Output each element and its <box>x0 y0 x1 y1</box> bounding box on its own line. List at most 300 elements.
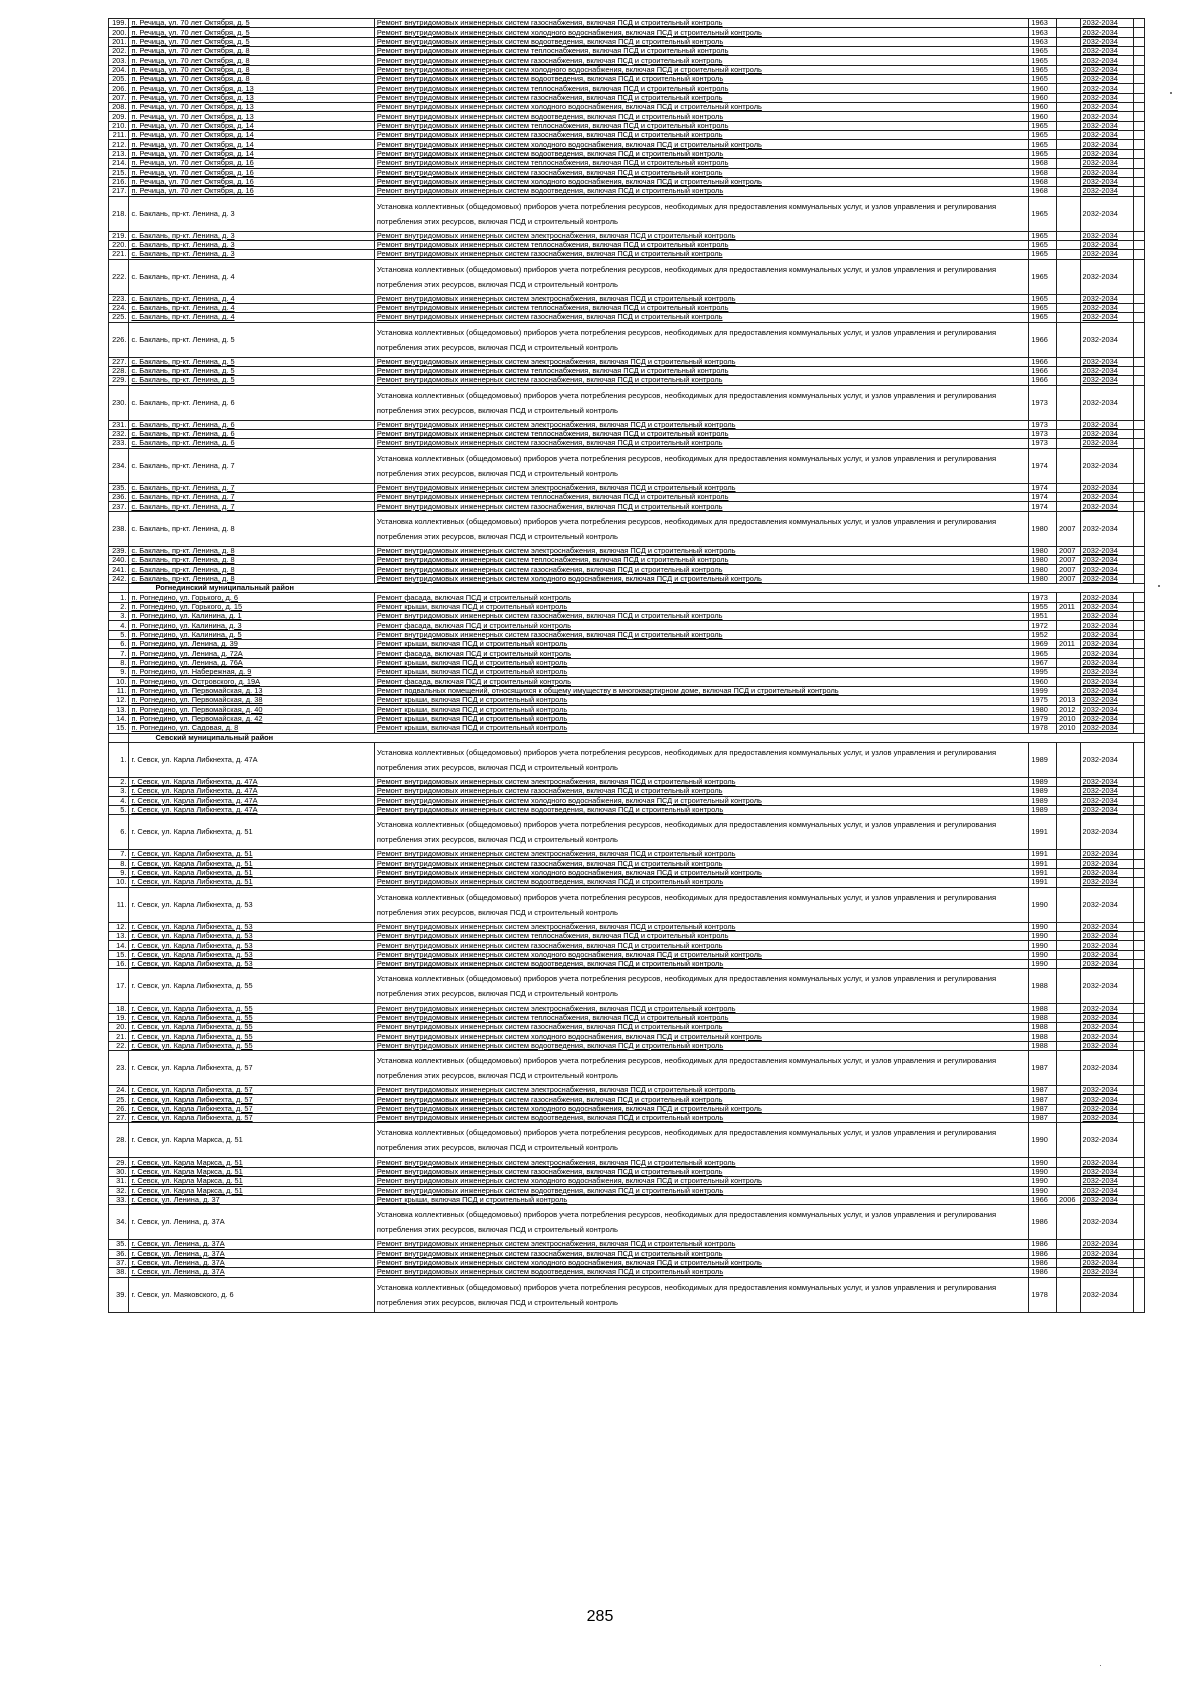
build-year-cell: 1980 <box>1029 574 1057 583</box>
row-number: 9. <box>109 668 129 677</box>
row-number: 216. <box>109 177 129 186</box>
table-row <box>109 294 1145 303</box>
row-number: 201. <box>109 37 129 46</box>
address-cell: г. Севск, ул. Карла Маркса, д. 51 <box>129 1123 374 1158</box>
row-number: 224. <box>109 303 129 312</box>
address-cell: п. Речица, ул. 70 лет Октября, д. 8 <box>129 75 374 84</box>
row-number: 5. <box>109 805 129 814</box>
address-cell: п. Речица, ул. 70 лет Октября, д. 14 <box>129 131 374 140</box>
planned-period-cell: 2032-2034 <box>1080 1258 1133 1267</box>
build-year-cell: 1987 <box>1029 1104 1057 1113</box>
build-year-cell: 1991 <box>1029 859 1057 868</box>
row-number: 20. <box>109 1023 129 1032</box>
planned-period-cell: 2032-2034 <box>1080 1013 1133 1022</box>
table-row <box>109 140 1145 149</box>
build-year-cell: 1980 <box>1029 565 1057 574</box>
build-year-cell: 1965 <box>1029 240 1057 249</box>
extra-cell <box>1133 850 1144 859</box>
table-row <box>109 47 1145 56</box>
work-type-cell: Ремонт внутридомовых инженерных систем водоотведения, включая ПСД и строительный контроль <box>374 112 1029 121</box>
overhaul-year-cell: 2007 <box>1057 546 1081 555</box>
extra-cell <box>1133 37 1144 46</box>
overhaul-year-cell <box>1057 621 1081 630</box>
work-type-cell: Ремонт внутридомовых инженерных систем газоснабжения, включая ПСД и строительный контроль <box>374 787 1029 796</box>
row-number: 203. <box>109 56 129 65</box>
overhaul-year-cell <box>1057 177 1081 186</box>
address-cell: г. Севск, ул. Карла Либкнехта, д. 53 <box>129 887 374 922</box>
planned-period-cell: 2032-2034 <box>1080 658 1133 667</box>
extra-cell <box>1133 565 1144 574</box>
overhaul-year-cell <box>1057 932 1081 941</box>
address-cell: с. Баклань, пр-кт. Ленина, д. 3 <box>129 196 374 231</box>
planned-period-cell: 2032-2034 <box>1080 250 1133 259</box>
overhaul-year-cell <box>1057 1013 1081 1022</box>
extra-cell <box>1133 668 1144 677</box>
build-year-cell: 1988 <box>1029 969 1057 1004</box>
build-year-cell: 1955 <box>1029 602 1057 611</box>
row-number: 14. <box>109 714 129 723</box>
build-year-cell: 1965 <box>1029 65 1057 74</box>
planned-period-cell: 2032-2034 <box>1080 950 1133 959</box>
row-number: 225. <box>109 313 129 322</box>
row-number: 213. <box>109 149 129 158</box>
extra-cell <box>1133 969 1144 1004</box>
row-number: 12. <box>109 696 129 705</box>
planned-period-cell: 2032-2034 <box>1080 177 1133 186</box>
row-number: 214. <box>109 159 129 168</box>
work-type-cell: Ремонт внутридомовых инженерных систем холодного водоснабжения, включая ПСД и строительный контроль <box>374 796 1029 805</box>
planned-period-cell: 2032-2034 <box>1080 612 1133 621</box>
overhaul-year-cell <box>1057 796 1081 805</box>
extra-cell <box>1133 187 1144 196</box>
table-row <box>109 502 1145 511</box>
work-type-cell: Ремонт внутридомовых инженерных систем водоотведения, включая ПСД и строительный контроль <box>374 37 1029 46</box>
overhaul-year-cell <box>1057 878 1081 887</box>
build-year-cell: 1986 <box>1029 1205 1057 1240</box>
planned-period-cell: 2032-2034 <box>1080 448 1133 483</box>
planned-period-cell: 2032-2034 <box>1080 1104 1133 1113</box>
overhaul-year-cell <box>1057 1240 1081 1249</box>
overhaul-year-cell <box>1057 868 1081 877</box>
overhaul-year-cell <box>1057 1041 1081 1050</box>
table-row <box>109 439 1145 448</box>
work-type-cell: Ремонт внутридомовых инженерных систем газоснабжения, включая ПСД и строительный контроль <box>374 19 1029 28</box>
extra-cell <box>1133 1004 1144 1013</box>
build-year-cell: 1960 <box>1029 112 1057 121</box>
work-type-cell: Установка коллективных (общедомовых) приборов учета потребления ресурсов, необходимых для предоставления коммунальных услуг, и узлов управления и регулирования потребления этих ресурсов, включая ПСД и строительный контроль <box>374 742 1029 777</box>
extra-cell <box>1133 112 1144 121</box>
row-number: 1. <box>109 742 129 777</box>
table-row <box>109 850 1145 859</box>
overhaul-year-cell <box>1057 1186 1081 1195</box>
planned-period-cell: 2032-2034 <box>1080 859 1133 868</box>
address-cell: п. Рогнедино, ул. Горького, д. 15 <box>129 602 374 611</box>
planned-period-cell: 2032-2034 <box>1080 149 1133 158</box>
planned-period-cell: 2032-2034 <box>1080 705 1133 714</box>
address-cell: с. Баклань, пр-кт. Ленина, д. 7 <box>129 502 374 511</box>
overhaul-year-cell <box>1057 1205 1081 1240</box>
planned-period-cell: 2032-2034 <box>1080 294 1133 303</box>
extra-cell <box>1133 1032 1144 1041</box>
table-row <box>109 84 1145 93</box>
extra-cell <box>1133 385 1144 420</box>
work-type-cell: Ремонт внутридомовых инженерных систем электроснабжения, включая ПСД и строительный контроль <box>374 546 1029 555</box>
build-year-cell: 1968 <box>1029 187 1057 196</box>
row-number: 6. <box>109 815 129 850</box>
planned-period-cell: 2032-2034 <box>1080 1032 1133 1041</box>
planned-period-cell: 2032-2034 <box>1080 686 1133 695</box>
overhaul-year-cell <box>1057 231 1081 240</box>
table-row <box>109 1249 1145 1258</box>
address-cell: с. Баклань, пр-кт. Ленина, д. 7 <box>129 448 374 483</box>
address-cell: г. Севск, ул. Карла Либкнехта, д. 53 <box>129 950 374 959</box>
address-cell: г. Севск, ул. Карла Либкнехта, д. 47А <box>129 796 374 805</box>
extra-cell <box>1133 1104 1144 1113</box>
overhaul-year-cell <box>1057 140 1081 149</box>
overhaul-year-cell <box>1057 668 1081 677</box>
planned-period-cell: 2032-2034 <box>1080 1123 1133 1158</box>
table-row <box>109 621 1145 630</box>
planned-period-cell: 2032-2034 <box>1080 696 1133 705</box>
address-cell: с. Баклань, пр-кт. Ленина, д. 4 <box>129 313 374 322</box>
row-number: 23. <box>109 1051 129 1086</box>
table-row <box>109 1114 1145 1123</box>
row-number: 240. <box>109 556 129 565</box>
overhaul-year-cell: 2013 <box>1057 696 1081 705</box>
work-type-cell: Ремонт внутридомовых инженерных систем холодного водоснабжения, включая ПСД и строительный контроль <box>374 103 1029 112</box>
planned-period-cell: 2032-2034 <box>1080 240 1133 249</box>
extra-cell <box>1133 574 1144 583</box>
work-type-cell: Ремонт внутридомовых инженерных систем водоотведения, включая ПСД и строительный контроль <box>374 149 1029 158</box>
table-row <box>109 131 1145 140</box>
planned-period-cell: 2032-2034 <box>1080 1095 1133 1104</box>
extra-cell <box>1133 47 1144 56</box>
planned-period-cell: 2032-2034 <box>1080 303 1133 312</box>
row-number: 32. <box>109 1186 129 1195</box>
extra-cell <box>1133 805 1144 814</box>
overhaul-year-cell <box>1057 376 1081 385</box>
build-year-cell: 1965 <box>1029 47 1057 56</box>
build-year-cell: 1988 <box>1029 1032 1057 1041</box>
address-cell: г. Севск, ул. Карла Либкнехта, д. 53 <box>129 932 374 941</box>
planned-period-cell: 2032-2034 <box>1080 429 1133 438</box>
address-cell: с. Баклань, пр-кт. Ленина, д. 8 <box>129 574 374 583</box>
work-type-cell: Ремонт внутридомовых инженерных систем теплоснабжения, включая ПСД и строительный контроль <box>374 366 1029 375</box>
extra-cell <box>1133 630 1144 639</box>
build-year-cell: 1999 <box>1029 686 1057 695</box>
extra-cell <box>1133 1158 1144 1167</box>
scan-speck <box>1158 585 1160 587</box>
table-row <box>109 1158 1145 1167</box>
planned-period-cell: 2032-2034 <box>1080 121 1133 130</box>
overhaul-year-cell <box>1057 448 1081 483</box>
row-number: 10. <box>109 878 129 887</box>
overhaul-year-cell <box>1057 502 1081 511</box>
table-row <box>109 112 1145 121</box>
work-type-cell: Ремонт внутридомовых инженерных систем холодного водоснабжения, включая ПСД и строительный контроль <box>374 140 1029 149</box>
overhaul-year-cell <box>1057 630 1081 639</box>
row-number: 226. <box>109 322 129 357</box>
work-type-cell: Ремонт внутридомовых инженерных систем холодного водоснабжения, включая ПСД и строительный контроль <box>374 1177 1029 1186</box>
table-row <box>109 357 1145 366</box>
extra-cell <box>1133 493 1144 502</box>
overhaul-year-cell <box>1057 969 1081 1004</box>
overhaul-year-cell <box>1057 121 1081 130</box>
extra-cell <box>1133 131 1144 140</box>
table-row <box>109 777 1145 786</box>
overhaul-year-cell <box>1057 887 1081 922</box>
work-type-cell: Ремонт внутридомовых инженерных систем водоотведения, включая ПСД и строительный контроль <box>374 960 1029 969</box>
extra-cell <box>1133 649 1144 658</box>
address-cell: п. Рогнедино, ул. Набережная, д. 9 <box>129 668 374 677</box>
build-year-cell: 1965 <box>1029 196 1057 231</box>
work-type-cell: Ремонт внутридомовых инженерных систем холодного водоснабжения, включая ПСД и строительный контроль <box>374 1104 1029 1113</box>
address-cell: г. Севск, ул. Карла Маркса, д. 51 <box>129 1186 374 1195</box>
build-year-cell: 1966 <box>1029 366 1057 375</box>
planned-period-cell: 2032-2034 <box>1080 960 1133 969</box>
work-type-cell: Ремонт внутридомовых инженерных систем газоснабжения, включая ПСД и строительный контроль <box>374 56 1029 65</box>
overhaul-year-cell: 2011 <box>1057 602 1081 611</box>
work-type-cell: Ремонт внутридомовых инженерных систем электроснабжения, включая ПСД и строительный контроль <box>374 420 1029 429</box>
work-type-cell: Ремонт внутридомовых инженерных систем электроснабжения, включая ПСД и строительный контроль <box>374 1158 1029 1167</box>
table-row <box>109 196 1145 231</box>
extra-cell <box>1133 1041 1144 1050</box>
table-row <box>109 75 1145 84</box>
planned-period-cell: 2032-2034 <box>1080 724 1133 733</box>
work-type-cell: Ремонт внутридомовых инженерных систем газоснабжения, включая ПСД и строительный контроль <box>374 93 1029 102</box>
table-row <box>109 960 1145 969</box>
extra-cell <box>1133 483 1144 492</box>
section-title: Рогнединский муниципальный район <box>129 584 1145 593</box>
extra-cell <box>1133 84 1144 93</box>
planned-period-cell: 2032-2034 <box>1080 493 1133 502</box>
overhaul-year-cell: 2010 <box>1057 714 1081 723</box>
overhaul-year-cell: 2007 <box>1057 556 1081 565</box>
row-number: 14. <box>109 941 129 950</box>
address-cell: г. Севск, ул. Ленина, д. 37А <box>129 1249 374 1258</box>
work-type-cell: Ремонт внутридомовых инженерных систем газоснабжения, включая ПСД и строительный контроль <box>374 439 1029 448</box>
table-row <box>109 705 1145 714</box>
extra-cell <box>1133 602 1144 611</box>
planned-period-cell: 2032-2034 <box>1080 565 1133 574</box>
extra-cell <box>1133 140 1144 149</box>
row-number: 234. <box>109 448 129 483</box>
address-cell: г. Севск, ул. Карла Маркса, д. 51 <box>129 1167 374 1176</box>
build-year-cell: 1965 <box>1029 56 1057 65</box>
build-year-cell: 1979 <box>1029 714 1057 723</box>
table-row <box>109 385 1145 420</box>
row-number: 241. <box>109 565 129 574</box>
address-cell: п. Речица, ул. 70 лет Октября, д. 13 <box>129 84 374 93</box>
work-type-cell: Ремонт подвальных помещений, относящихся к общему имуществу в многоквартирном доме, включая ПСД и строительный контроль <box>374 686 1029 695</box>
build-year-cell: 1952 <box>1029 630 1057 639</box>
row-number: 18. <box>109 1004 129 1013</box>
address-cell: п. Речица, ул. 70 лет Октября, д. 13 <box>129 103 374 112</box>
work-type-cell: Ремонт внутридомовых инженерных систем газоснабжения, включая ПСД и строительный контроль <box>374 313 1029 322</box>
table-row <box>109 493 1145 502</box>
build-year-cell: 1980 <box>1029 556 1057 565</box>
extra-cell <box>1133 1051 1144 1086</box>
row-number: 208. <box>109 103 129 112</box>
extra-cell <box>1133 511 1144 546</box>
extra-cell <box>1133 1277 1144 1312</box>
build-year-cell: 1968 <box>1029 177 1057 186</box>
planned-period-cell: 2032-2034 <box>1080 1167 1133 1176</box>
build-year-cell: 1960 <box>1029 677 1057 686</box>
overhaul-year-cell <box>1057 493 1081 502</box>
planned-period-cell: 2032-2034 <box>1080 1186 1133 1195</box>
build-year-cell: 1986 <box>1029 1258 1057 1267</box>
table-row <box>109 231 1145 240</box>
overhaul-year-cell <box>1057 196 1081 231</box>
extra-cell <box>1133 65 1144 74</box>
planned-period-cell: 2032-2034 <box>1080 140 1133 149</box>
overhaul-year-cell <box>1057 1095 1081 1104</box>
table-row <box>109 805 1145 814</box>
work-type-cell: Ремонт внутридомовых инженерных систем газоснабжения, включая ПСД и строительный контроль <box>374 630 1029 639</box>
extra-cell <box>1133 1240 1144 1249</box>
build-year-cell: 1969 <box>1029 640 1057 649</box>
extra-cell <box>1133 887 1144 922</box>
row-number: 207. <box>109 93 129 102</box>
table-row <box>109 1205 1145 1240</box>
overhaul-year-cell <box>1057 47 1081 56</box>
overhaul-year-cell <box>1057 303 1081 312</box>
row-number: 28. <box>109 1123 129 1158</box>
extra-cell <box>1133 696 1144 705</box>
planned-period-cell: 2032-2034 <box>1080 1249 1133 1258</box>
address-cell: п. Речица, ул. 70 лет Октября, д. 5 <box>129 19 374 28</box>
work-type-cell: Ремонт крыши, включая ПСД и строительный контроль <box>374 705 1029 714</box>
address-cell: п. Рогнедино, ул. Ленина, д. 76А <box>129 658 374 667</box>
build-year-cell: 1987 <box>1029 1051 1057 1086</box>
extra-cell <box>1133 103 1144 112</box>
work-type-cell: Ремонт внутридомовых инженерных систем газоснабжения, включая ПСД и строительный контроль <box>374 859 1029 868</box>
extra-cell <box>1133 556 1144 565</box>
work-type-cell: Ремонт внутридомовых инженерных систем электроснабжения, включая ПСД и строительный контроль <box>374 1240 1029 1249</box>
build-year-cell: 1987 <box>1029 1114 1057 1123</box>
work-type-cell: Ремонт внутридомовых инженерных систем теплоснабжения, включая ПСД и строительный контроль <box>374 159 1029 168</box>
extra-cell <box>1133 705 1144 714</box>
row-number: 235. <box>109 483 129 492</box>
work-type-cell: Ремонт внутридомовых инженерных систем газоснабжения, включая ПСД и строительный контроль <box>374 941 1029 950</box>
build-year-cell: 1987 <box>1029 1095 1057 1104</box>
row-number: 16. <box>109 960 129 969</box>
work-type-cell: Ремонт внутридомовых инженерных систем холодного водоснабжения, включая ПСД и строительный контроль <box>374 28 1029 37</box>
build-year-cell: 1965 <box>1029 303 1057 312</box>
overhaul-year-cell <box>1057 439 1081 448</box>
table-row <box>109 1013 1145 1022</box>
address-cell: г. Севск, ул. Карла Либкнехта, д. 47А <box>129 787 374 796</box>
planned-period-cell: 2032-2034 <box>1080 742 1133 777</box>
planned-period-cell: 2032-2034 <box>1080 159 1133 168</box>
address-cell: с. Баклань, пр-кт. Ленина, д. 3 <box>129 240 374 249</box>
table-row <box>109 565 1145 574</box>
address-cell: с. Баклань, пр-кт. Ленина, д. 5 <box>129 322 374 357</box>
planned-period-cell: 2032-2034 <box>1080 969 1133 1004</box>
extra-cell <box>1133 677 1144 686</box>
table-row <box>109 677 1145 686</box>
overhaul-year-cell <box>1057 37 1081 46</box>
work-type-cell: Ремонт фасада, включая ПСД и строительный контроль <box>374 621 1029 630</box>
planned-period-cell: 2032-2034 <box>1080 922 1133 931</box>
table-row <box>109 121 1145 130</box>
overhaul-year-cell <box>1057 1114 1081 1123</box>
row-number: 210. <box>109 121 129 130</box>
extra-cell <box>1133 1258 1144 1267</box>
planned-period-cell: 2032-2034 <box>1080 187 1133 196</box>
overhaul-year-cell <box>1057 250 1081 259</box>
build-year-cell: 1980 <box>1029 705 1057 714</box>
build-year-cell: 1965 <box>1029 294 1057 303</box>
extra-cell <box>1133 878 1144 887</box>
planned-period-cell: 2032-2034 <box>1080 668 1133 677</box>
overhaul-year-cell <box>1057 649 1081 658</box>
scan-speck <box>1170 92 1172 94</box>
row-number: 227. <box>109 357 129 366</box>
planned-period-cell: 2032-2034 <box>1080 37 1133 46</box>
build-year-cell: 1978 <box>1029 1277 1057 1312</box>
extra-cell <box>1133 941 1144 950</box>
build-year-cell: 1974 <box>1029 448 1057 483</box>
overhaul-year-cell <box>1057 112 1081 121</box>
section-header-row <box>109 584 1145 593</box>
build-year-cell: 1987 <box>1029 1086 1057 1095</box>
build-year-cell: 1973 <box>1029 593 1057 602</box>
table-row <box>109 168 1145 177</box>
extra-cell <box>1133 149 1144 158</box>
table-row <box>109 366 1145 375</box>
extra-cell <box>1133 177 1144 186</box>
row-number: 2. <box>109 602 129 611</box>
build-year-cell: 1990 <box>1029 1123 1057 1158</box>
row-number: 211. <box>109 131 129 140</box>
row-number: 33. <box>109 1195 129 1204</box>
extra-cell <box>1133 19 1144 28</box>
work-type-cell: Ремонт внутридомовых инженерных систем теплоснабжения, включая ПСД и строительный контроль <box>374 493 1029 502</box>
address-cell: п. Речица, ул. 70 лет Октября, д. 16 <box>129 187 374 196</box>
build-year-cell: 1975 <box>1029 696 1057 705</box>
row-number: 35. <box>109 1240 129 1249</box>
address-cell: г. Севск, ул. Карла Либкнехта, д. 55 <box>129 1013 374 1022</box>
extra-cell <box>1133 376 1144 385</box>
address-cell: г. Севск, ул. Карла Либкнехта, д. 57 <box>129 1104 374 1113</box>
row-number: 30. <box>109 1167 129 1176</box>
table-row <box>109 177 1145 186</box>
work-type-cell: Ремонт внутридомовых инженерных систем холодного водоснабжения, включая ПСД и строительный контроль <box>374 177 1029 186</box>
planned-period-cell: 2032-2034 <box>1080 1023 1133 1032</box>
section-number-cell <box>109 733 129 742</box>
table-row <box>109 1258 1145 1267</box>
table-row <box>109 1023 1145 1032</box>
row-number: 27. <box>109 1114 129 1123</box>
overhaul-year-cell <box>1057 75 1081 84</box>
row-number: 24. <box>109 1086 129 1095</box>
table-row <box>109 56 1145 65</box>
row-number: 202. <box>109 47 129 56</box>
address-cell: г. Севск, ул. Карла Либкнехта, д. 57 <box>129 1086 374 1095</box>
address-cell: г. Севск, ул. Карла Либкнехта, д. 51 <box>129 815 374 850</box>
row-number: 204. <box>109 65 129 74</box>
work-type-cell: Ремонт внутридомовых инженерных систем электроснабжения, включая ПСД и строительный контроль <box>374 850 1029 859</box>
table-row <box>109 240 1145 249</box>
address-cell: с. Баклань, пр-кт. Ленина, д. 5 <box>129 366 374 375</box>
extra-cell <box>1133 742 1144 777</box>
row-number: 37. <box>109 1258 129 1267</box>
build-year-cell: 1965 <box>1029 131 1057 140</box>
overhaul-year-cell <box>1057 787 1081 796</box>
build-year-cell: 1980 <box>1029 511 1057 546</box>
